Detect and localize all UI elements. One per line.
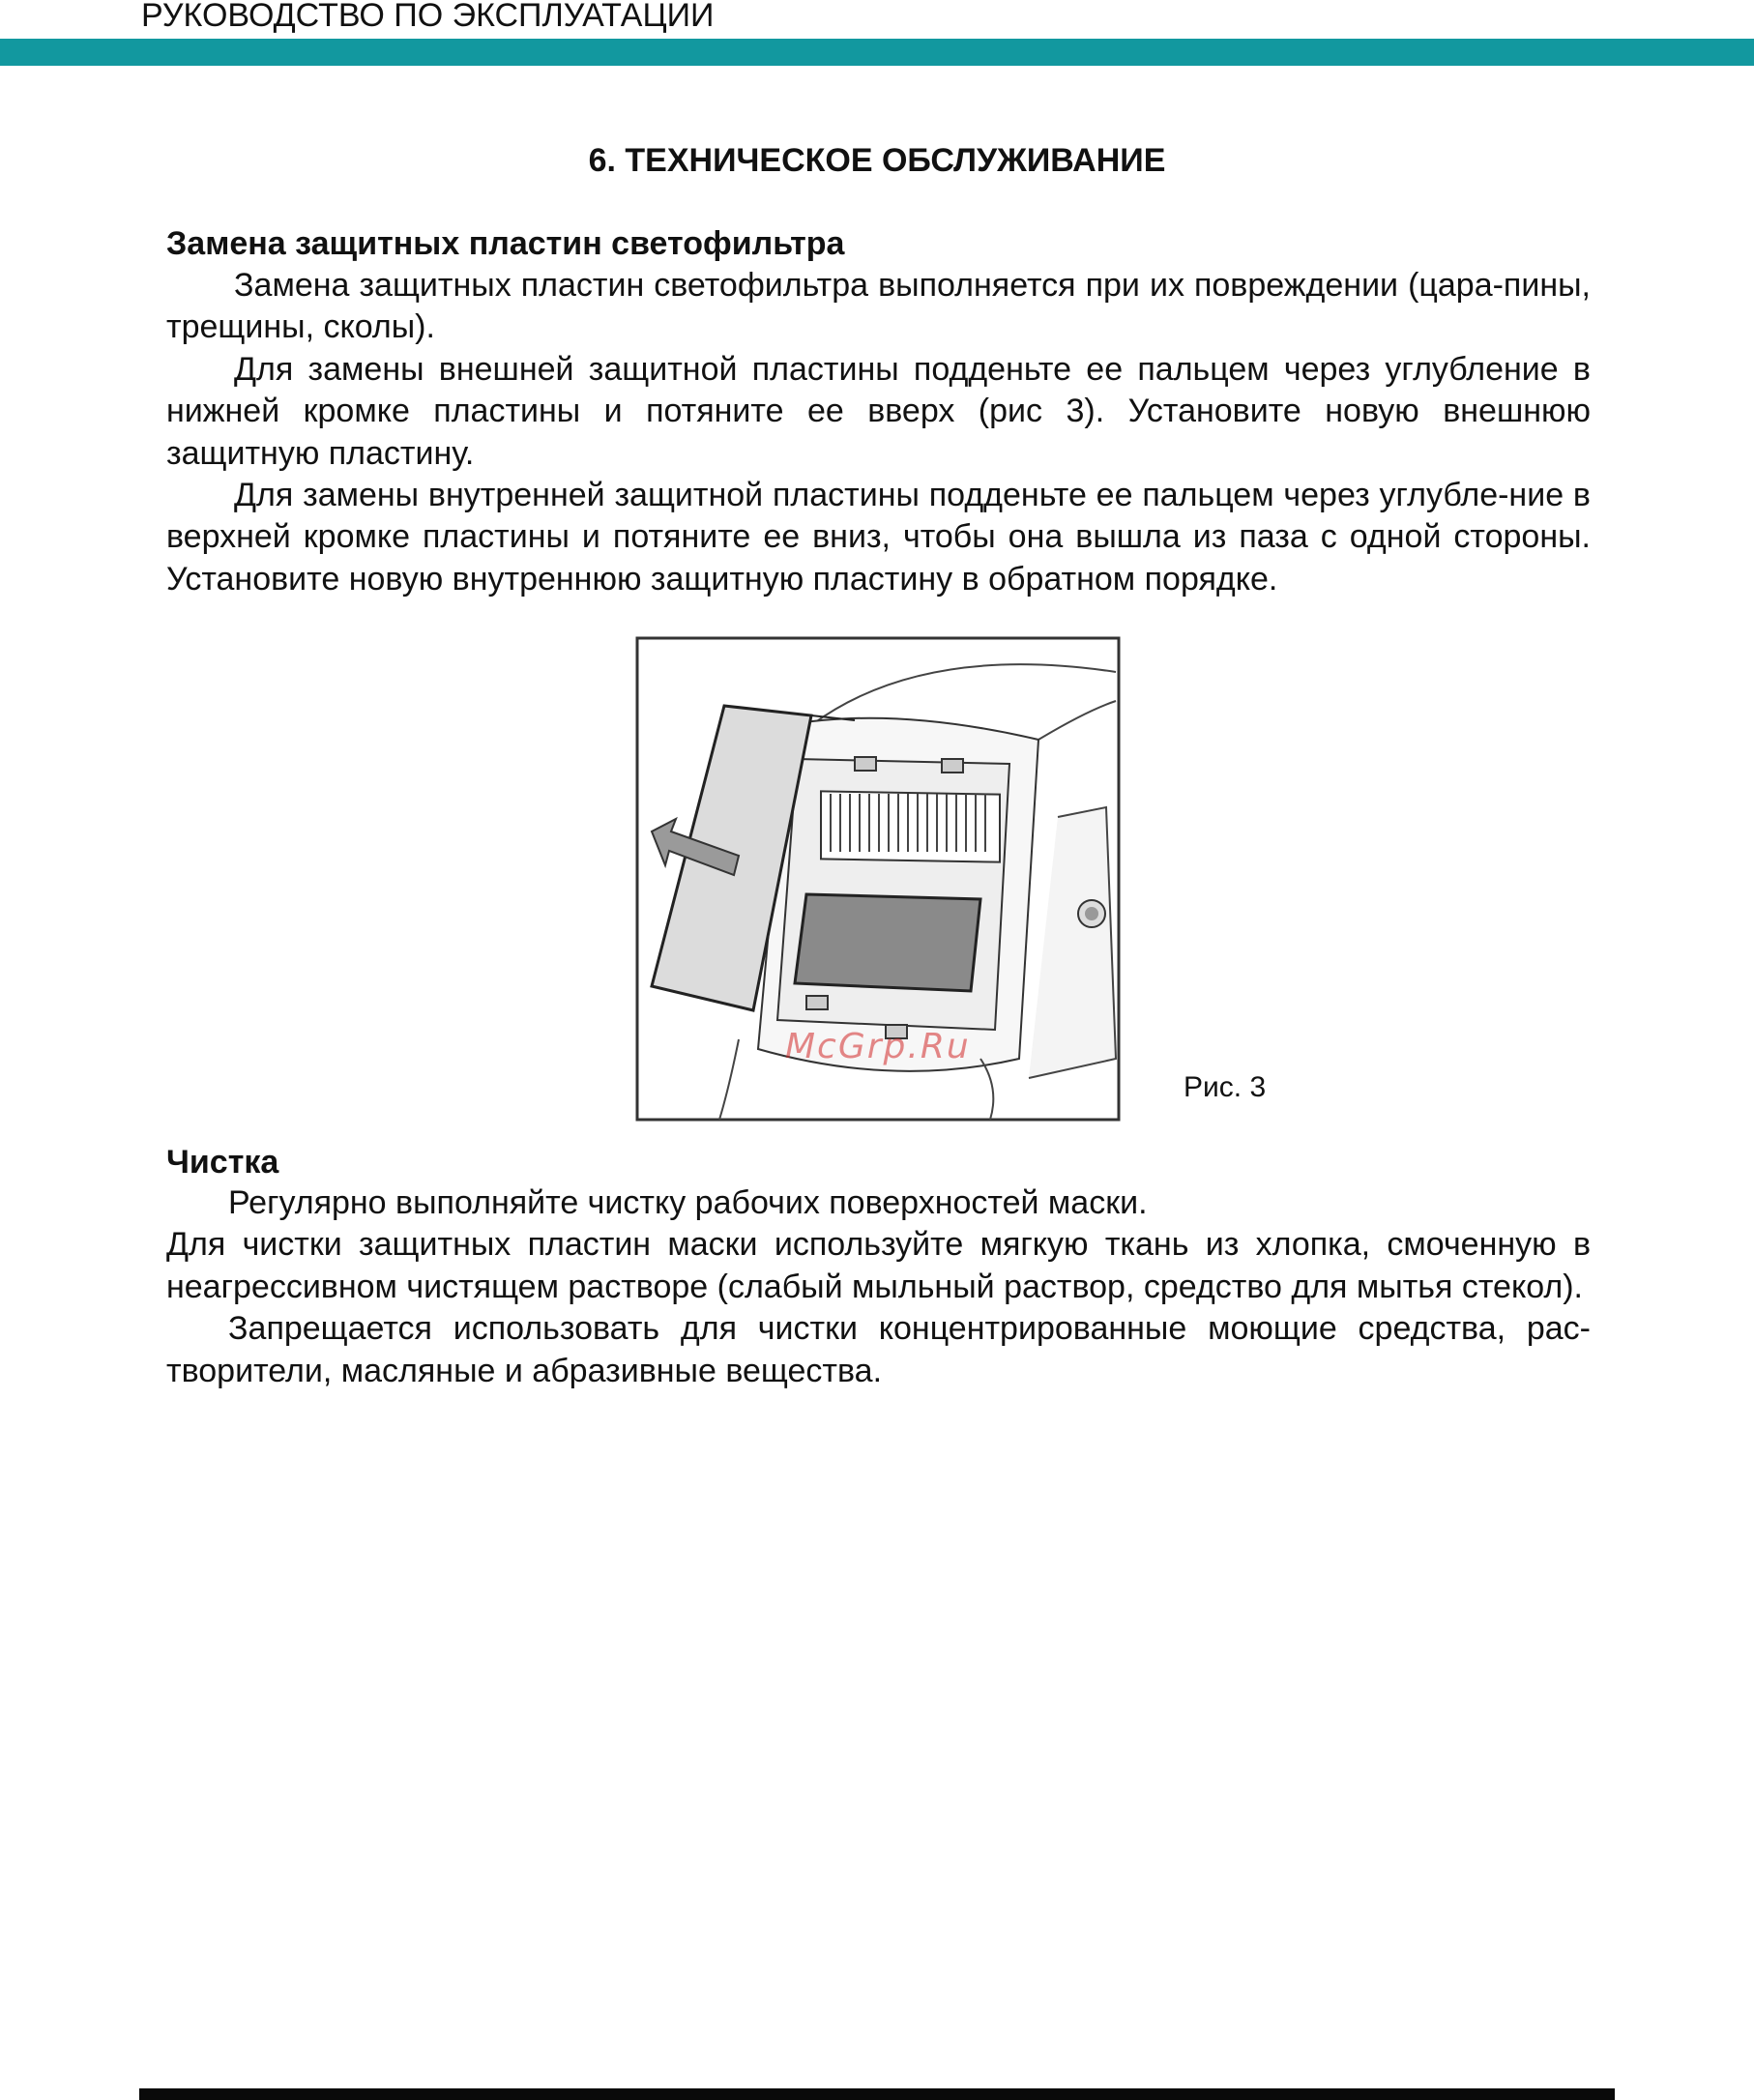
cleaning-text <box>166 1182 1591 1392</box>
section-title: 6. ТЕХНИЧЕСКОЕ ОБСЛУЖИВАНИЕ <box>588 142 1166 179</box>
cleaning-paragraph-2: Для чистки защитных пластин маски используйте мягкую ткань из хлопка, смоченную в неагрессивном чистящем растворе (слабый мыльный раствор, средство для мытья стекол). <box>166 1226 1591 1305</box>
replacement-heading: Замена защитных пластин светофильтра <box>166 225 845 262</box>
cleaning-paragraph-3: Запрещается использовать для чистки концентрированные моющие средства, рас-творители, масляные и абразивные вещества. <box>166 1310 1591 1389</box>
figure-caption: Рис. 3 <box>1184 1071 1267 1103</box>
replacement-paragraph-1: Замена защитных пластин светофильтра выполняется при их повреждении (цара-пины, трещины, сколы). <box>166 267 1591 346</box>
header-title: РУКОВОДСТВО ПО ЭКСПЛУАТАЦИИ <box>141 0 715 34</box>
header-bar <box>0 39 1754 66</box>
watermark: McGrp.Ru <box>785 1027 971 1066</box>
cleaning-paragraph-1: Регулярно выполняйте чистку рабочих поверхностей маски. <box>228 1184 1148 1221</box>
replacement-text <box>166 265 1591 600</box>
replacement-paragraph-2: Для замены внешней защитной пластины подденьте ее пальцем через углубление в нижней кромке пластины и потяните ее вверх (рис 3). Установите новую внешнюю защитную пластину. <box>166 350 1591 472</box>
replacement-paragraph-3: Для замены внутренней защитной пластины подденьте ее пальцем через углубле-ние в верхней кромке пластины и потяните ее вниз, чтобы она вышла из паза с одной стороны. Установите новую внутреннюю защитную пластину в обратном порядке. <box>166 477 1591 598</box>
footer-bar <box>139 2088 1615 2100</box>
cleaning-heading: Чистка <box>166 1144 279 1181</box>
